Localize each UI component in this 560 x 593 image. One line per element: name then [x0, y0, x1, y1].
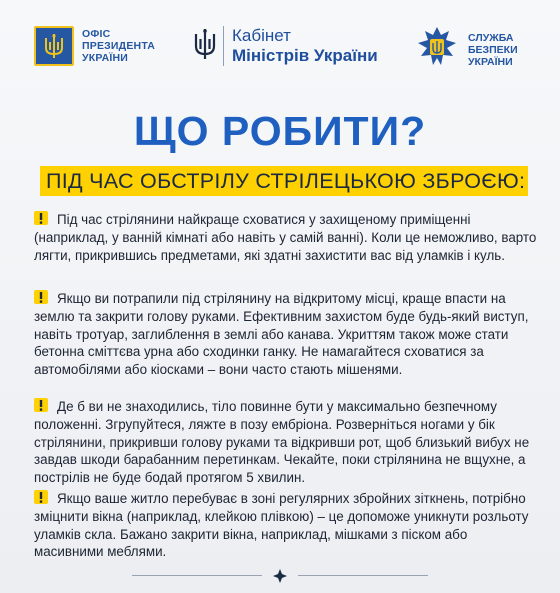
- exclamation-icon: [34, 290, 48, 304]
- cabinet-line-1: Кабінет: [232, 26, 291, 45]
- trident-icon: [193, 27, 217, 66]
- office-line-2: ПРЕЗИДЕНТА: [82, 40, 156, 52]
- office-line-3: УКРАЇНИ: [82, 52, 129, 64]
- cabinet-ministers-text: [223, 26, 378, 66]
- sbu-line-1: СЛУЖБА: [468, 31, 514, 44]
- advice-item-2: [34, 290, 540, 379]
- advice-text: Де б ви не знаходились, тіло повинне бути у максимально безпечному положенні. Згрупуйтеся, ляжте в позу ембріона. Розверніться ногами у бік стрілянини, прикривши голову руками та відкривши рот, щоб близький вибух не завдав шкоди барабанним перетинкам. Чекайте, поки стрілянина не вщухне, а пострілів не буде бодай протягом 5 хвилин.: [34, 399, 530, 486]
- cross-icon: [272, 568, 288, 589]
- divider-line-right: [298, 575, 428, 576]
- advice-text: Якщо ви потрапили під стрілянину на відкритому місці, краще впасти на землю та закрити голову руками. Ефективним захистом буде будь-який виступ, навіть тротуар, заглиблення в землі або канава. Укриттям також може стати бетонна сміттєва урна або сходинки ганку. Не намагайтеся сховатися за автомобілями або кіосками – вони часто стають мішенями.: [34, 291, 529, 378]
- advice-text: Під час стрілянини найкраще сховатися у захищеному приміщенні (наприклад, у ванній кімнаті або навіть у самій ванні). Коли це неможливо, варто лягти, прикрившись предметами, які здатні захистити вас від уламків і куль.: [34, 212, 537, 263]
- advice-item-3: [34, 398, 540, 487]
- exclamation-icon: [34, 490, 48, 504]
- subtitle-banner: ПІД ЧАС ОБСТРІЛУ СТРІЛЕЦЬКОЮ ЗБРОЄЮ:: [40, 166, 528, 196]
- cabinet-line-2: Міністрів України: [232, 46, 378, 65]
- sbu-emblem-icon: [416, 26, 458, 73]
- header: [0, 26, 560, 86]
- advice-item-1: [34, 211, 540, 264]
- exclamation-icon: [34, 398, 48, 412]
- trident-icon: [34, 26, 74, 66]
- sbu-line-2: БЕЗПЕКИ: [468, 43, 518, 56]
- office-line-1: ОФІС: [82, 28, 111, 40]
- advice-item-4: [34, 490, 540, 561]
- sbu-line-3: УКРАЇНИ: [468, 55, 513, 68]
- exclamation-icon: [34, 211, 48, 225]
- page-title: ЩО РОБИТИ?: [133, 108, 427, 154]
- divider-line-left: [132, 575, 262, 576]
- office-president-text: [82, 28, 155, 64]
- cabinet-ministers-logo: [193, 26, 378, 66]
- sbu-text: [468, 32, 518, 68]
- advice-text: Якщо ваше житло перебуває в зоні регулярних збройних зіткнень, потрібно зміцнити вікна (наприклад, клейкою плівкою) – це допоможе уникнути розльоту уламків скла. Бажано закрити вікна, наприклад, мішками з піском або масивними меблями.: [34, 491, 529, 560]
- office-president-logo: [34, 26, 155, 66]
- sbu-logo: [416, 26, 518, 73]
